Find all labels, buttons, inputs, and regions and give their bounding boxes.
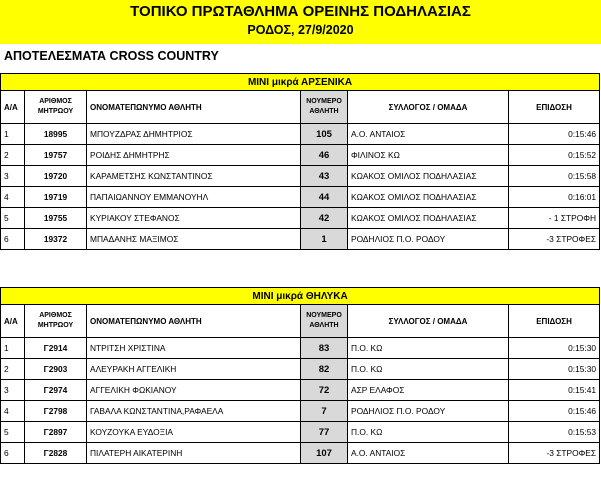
col-header-bib: ΝΟΥΜΕΡΟ ΑΘΛΗΤΗ	[301, 91, 348, 124]
table-row	[1, 229, 600, 250]
row-club: Α.Ο. ΑΝΤΑΙΟΣ	[348, 124, 509, 145]
row-reg-number: 19757	[25, 145, 87, 166]
row-time: 0:15:41	[509, 380, 600, 401]
row-position: 2	[1, 359, 25, 380]
col-header-name: ΟΝΟΜΑΤΕΠΩΝΥΜΟ ΑΘΛΗΤΗ	[87, 91, 301, 124]
row-reg-number: Γ2828	[25, 443, 87, 464]
row-time: -3 ΣΤΡΟΦΕΣ	[509, 443, 600, 464]
row-reg-number: 19719	[25, 187, 87, 208]
row-time: 0:15:30	[509, 359, 600, 380]
row-reg-number: 18995	[25, 124, 87, 145]
row-club: ΑΣΡ ΕΛΑΦΟΣ	[348, 380, 509, 401]
row-position: 3	[1, 380, 25, 401]
row-bib-number: 42	[301, 208, 348, 229]
row-club: Α.Ο. ΑΝΤΑΙΟΣ	[348, 443, 509, 464]
table-row	[1, 166, 600, 187]
row-position: 3	[1, 166, 25, 187]
row-reg-number: Γ2903	[25, 359, 87, 380]
results-title: ΑΠΟΤΕΛΕΣΜΑΤΑ CROSS COUNTRY	[4, 49, 219, 63]
row-time: -3 ΣΤΡΟΦΕΣ	[509, 229, 600, 250]
title-banner	[0, 0, 601, 44]
col-header-time: ΕΠΙΔΟΣΗ	[509, 91, 600, 124]
row-time: 0:15:30	[509, 338, 600, 359]
row-time: 0:15:46	[509, 124, 600, 145]
col-header-club: ΣΥΛΛΟΓΟΣ / ΟΜΑΔΑ	[348, 91, 509, 124]
col-header-aa: Α/Α	[1, 91, 25, 124]
table-row	[1, 187, 600, 208]
row-athlete-name: ΜΠΟΥΖΔΡΑΣ ΔΗΜΗΤΡΙΟΣ	[87, 124, 301, 145]
row-athlete-name: ΡΟΙΔΗΣ ΔΗΜΗΤΡΗΣ	[87, 145, 301, 166]
row-reg-number: 19755	[25, 208, 87, 229]
row-time: 0:15:52	[509, 145, 600, 166]
row-position: 2	[1, 145, 25, 166]
col-header-bib: ΝΟΥΜΕΡΟ ΑΘΛΗΤΗ	[301, 305, 348, 338]
table-row	[1, 401, 600, 422]
page-title: ΤΟΠΙΚΟ ΠΡΩΤΑΘΛΗΜΑ ΟΡΕΙΝΗΣ ΠΟΔΗΛΑΣΙΑΣ	[130, 3, 471, 20]
row-time: 0:15:53	[509, 422, 600, 443]
section-header	[1, 288, 600, 305]
row-club: Π.Ο. ΚΩ	[348, 338, 509, 359]
row-athlete-name: ΠΙΛΑΤΕΡΗ ΑΙΚΑΤΕΡΙΝΗ	[87, 443, 301, 464]
row-reg-number: Γ2974	[25, 380, 87, 401]
row-time: 0:16:01	[509, 187, 600, 208]
row-club: ΡΟΔΗΛΙΟΣ Π.Ο. ΡΟΔΟΥ	[348, 401, 509, 422]
row-bib-number: 1	[301, 229, 348, 250]
row-athlete-name: ΠΑΠΑΙΩΑΝΝΟΥ ΕΜΜΑΝΟΥΗΛ	[87, 187, 301, 208]
row-bib-number: 46	[301, 145, 348, 166]
row-bib-number: 105	[301, 124, 348, 145]
row-athlete-name: ΚΟΥΖΟΥΚΑ ΕΥΔΟΞΙΑ	[87, 422, 301, 443]
row-club: ΡΟΔΗΛΙΟΣ Π.Ο. ΡΟΔΟΥ	[348, 229, 509, 250]
row-reg-number: Γ2914	[25, 338, 87, 359]
col-header-aa: Α/Α	[1, 305, 25, 338]
row-bib-number: 44	[301, 187, 348, 208]
row-club: ΚΩΑΚΟΣ ΟΜΙΛΟΣ ΠΟΔΗΛΑΣΙΑΣ	[348, 187, 509, 208]
table-row	[1, 338, 600, 359]
row-reg-number: 19720	[25, 166, 87, 187]
table-row	[1, 145, 600, 166]
table-row	[1, 422, 600, 443]
table-row	[1, 359, 600, 380]
row-bib-number: 43	[301, 166, 348, 187]
row-bib-number: 7	[301, 401, 348, 422]
row-position: 5	[1, 208, 25, 229]
event-location-date: ΡΟΔΟΣ, 27/9/2020	[247, 23, 354, 37]
table-row	[1, 208, 600, 229]
row-reg-number: Γ2897	[25, 422, 87, 443]
row-bib-number: 72	[301, 380, 348, 401]
row-position: 5	[1, 422, 25, 443]
row-position: 1	[1, 338, 25, 359]
row-position: 1	[1, 124, 25, 145]
table-row	[1, 443, 600, 464]
row-bib-number: 83	[301, 338, 348, 359]
col-header-reg-num: ΑΡΙΘΜΟΣ ΜΗΤΡΩΟΥ	[25, 305, 87, 338]
section-title: ΜΙΝΙ μικρά ΘΗΛΥΚΑ	[1, 288, 600, 305]
row-position: 4	[1, 401, 25, 422]
row-athlete-name: ΚΥΡΙΑΚΟΥ ΣΤΕΦΑΝΟΣ	[87, 208, 301, 229]
column-header-row	[1, 305, 600, 338]
table-row	[1, 124, 600, 145]
col-header-name: ΟΝΟΜΑΤΕΠΩΝΥΜΟ ΑΘΛΗΤΗ	[87, 305, 301, 338]
row-reg-number: Γ2798	[25, 401, 87, 422]
row-time: - 1 ΣΤΡΟΦΗ	[509, 208, 600, 229]
row-athlete-name: ΚΑΡΑΜΕΤΣΗΣ ΚΩΝΣΤΑΝΤΙΝΟΣ	[87, 166, 301, 187]
table-row	[1, 380, 600, 401]
row-time: 0:15:46	[509, 401, 600, 422]
row-bib-number: 107	[301, 443, 348, 464]
row-reg-number: 19372	[25, 229, 87, 250]
row-club: ΦΙΛΙΝΟΣ ΚΩ	[348, 145, 509, 166]
row-bib-number: 77	[301, 422, 348, 443]
section-title: ΜΙΝΙ μικρά ΑΡΣΕΝΙΚΑ	[1, 74, 600, 91]
row-athlete-name: ΜΠΑΔΑΝΗΣ ΜΑΞΙΜΟΣ	[87, 229, 301, 250]
col-header-club: ΣΥΛΛΟΓΟΣ / ΟΜΑΔΑ	[348, 305, 509, 338]
column-header-row	[1, 91, 600, 124]
row-position: 6	[1, 443, 25, 464]
row-athlete-name: ΑΓΓΕΛΙΚΗ ΦΩΚΙΑΝΟΥ	[87, 380, 301, 401]
row-club: Π.Ο. ΚΩ	[348, 359, 509, 380]
row-position: 6	[1, 229, 25, 250]
row-club: ΚΩΑΚΟΣ ΟΜΙΛΟΣ ΠΟΔΗΛΑΣΙΑΣ	[348, 166, 509, 187]
row-time: 0:15:58	[509, 166, 600, 187]
row-club: Π.Ο. ΚΩ	[348, 422, 509, 443]
row-athlete-name: ΑΛΕΥΡΑΚΗ ΑΓΓΕΛΙΚΗ	[87, 359, 301, 380]
results-table-boys	[0, 73, 600, 250]
section-header	[1, 74, 600, 91]
row-athlete-name: ΝΤΡΙΤΣΗ ΧΡΙΣΤΙΝΑ	[87, 338, 301, 359]
row-position: 4	[1, 187, 25, 208]
row-athlete-name: ΓΑΒΑΛΑ ΚΩΝΣΤΑΝΤΙΝΑ,ΡΑΦΑΕΛΑ	[87, 401, 301, 422]
row-club: ΚΩΑΚΟΣ ΟΜΙΛΟΣ ΠΟΔΗΛΑΣΙΑΣ	[348, 208, 509, 229]
results-table-girls	[0, 287, 600, 464]
row-bib-number: 82	[301, 359, 348, 380]
col-header-reg-num: ΑΡΙΘΜΟΣ ΜΗΤΡΩΟΥ	[25, 91, 87, 124]
col-header-time: ΕΠΙΔΟΣΗ	[509, 305, 600, 338]
